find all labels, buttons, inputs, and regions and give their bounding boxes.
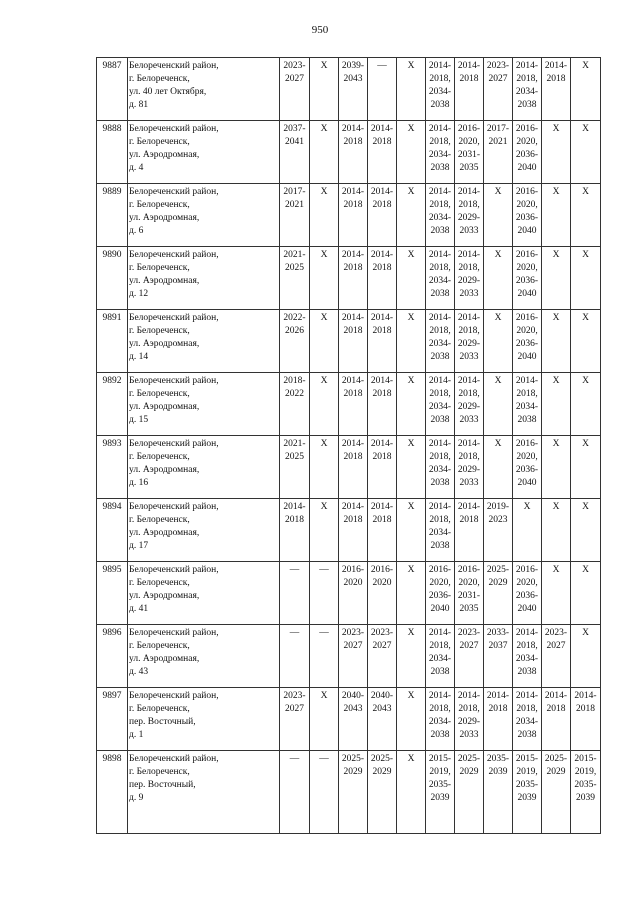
table-row	[97, 562, 601, 625]
table-row	[97, 751, 601, 834]
period-cell: X	[310, 121, 339, 184]
address-cell	[128, 310, 280, 373]
period-cell: X	[542, 247, 571, 310]
address-cell	[128, 688, 280, 751]
period-cell: 2015- 2019, 2035- 2039	[426, 751, 455, 834]
period-cell: 2039- 2043	[339, 58, 368, 121]
period-cell: 2014- 2018, 2034- 2038	[426, 625, 455, 688]
period-cell: 2021- 2025	[280, 247, 310, 310]
period-cell: 2014- 2018, 2034- 2038	[513, 373, 542, 436]
period-cell: —	[310, 562, 339, 625]
period-cell: 2014- 2018	[368, 373, 397, 436]
address-line: г. Белореченск,	[129, 515, 190, 525]
period-cell: X	[542, 499, 571, 562]
period-cell: X	[571, 121, 601, 184]
address-cell	[128, 436, 280, 499]
period-cell: 2016- 2020, 2036- 2040	[513, 247, 542, 310]
period-cell: 2022- 2026	[280, 310, 310, 373]
period-cell: 2014- 2018, 2034- 2038	[426, 184, 455, 247]
table-row	[97, 310, 601, 373]
address-cell	[128, 751, 280, 834]
period-cell: 2014- 2018, 2034- 2038	[426, 499, 455, 562]
period-cell: 2040- 2043	[368, 688, 397, 751]
period-cell: —	[280, 751, 310, 834]
period-cell: 2014- 2018	[339, 310, 368, 373]
address-line: г. Белореченск,	[129, 452, 190, 462]
period-cell: 2014- 2018	[339, 247, 368, 310]
period-cell: 2025- 2029	[368, 751, 397, 834]
address-line: г. Белореченск,	[129, 74, 190, 84]
period-cell: 2016- 2020, 2036- 2040	[513, 562, 542, 625]
address-line: ул. Аэродромная,	[129, 339, 200, 349]
address-line: г. Белореченск,	[129, 767, 190, 777]
address-line: д. 81	[129, 100, 149, 110]
period-cell: 2014- 2018	[339, 499, 368, 562]
period-cell: 2014- 2018	[542, 688, 571, 751]
period-cell: X	[397, 247, 426, 310]
period-cell: 2025- 2029	[484, 562, 513, 625]
period-cell: X	[484, 184, 513, 247]
period-cell: X	[310, 184, 339, 247]
period-cell: X	[542, 310, 571, 373]
address-line: ул. Аэродромная,	[129, 654, 200, 664]
period-cell: —	[310, 625, 339, 688]
period-cell: X	[397, 373, 426, 436]
period-cell: 2014- 2018, 2029- 2033	[455, 310, 484, 373]
address-line: г. Белореченск,	[129, 326, 190, 336]
address-line: пер. Восточный,	[129, 717, 196, 727]
period-cell: X	[397, 562, 426, 625]
address-cell	[128, 247, 280, 310]
address-cell	[128, 499, 280, 562]
period-cell: X	[571, 58, 601, 121]
period-cell: 2023- 2027	[280, 688, 310, 751]
page-number: 950	[311, 24, 329, 36]
period-cell: 2014- 2018, 2034- 2038	[426, 121, 455, 184]
period-cell: 2014- 2018	[368, 499, 397, 562]
period-cell: 2016- 2020	[339, 562, 368, 625]
period-cell: X	[310, 499, 339, 562]
row-number: 9888	[97, 121, 128, 184]
row-number: 9898	[97, 751, 128, 834]
row-number: 9887	[97, 58, 128, 121]
address-line: г. Белореченск,	[129, 263, 190, 273]
address-cell	[128, 184, 280, 247]
period-cell: X	[397, 121, 426, 184]
table-row	[97, 625, 601, 688]
table-row	[97, 247, 601, 310]
period-cell: X	[484, 310, 513, 373]
period-cell: 2025- 2029	[339, 751, 368, 834]
period-cell: X	[571, 436, 601, 499]
period-cell: 2025- 2029	[455, 751, 484, 834]
address-line: д. 43	[129, 667, 149, 677]
period-cell: X	[397, 688, 426, 751]
period-cell: X	[310, 247, 339, 310]
period-cell: 2025- 2029	[542, 751, 571, 834]
period-cell: 2014- 2018	[339, 373, 368, 436]
address-line: г. Белореченск,	[129, 200, 190, 210]
period-cell: X	[397, 751, 426, 834]
row-number: 9897	[97, 688, 128, 751]
period-cell: 2014- 2018	[368, 247, 397, 310]
period-cell: X	[310, 310, 339, 373]
period-cell: 2014- 2018, 2034- 2038	[426, 247, 455, 310]
period-cell: —	[280, 625, 310, 688]
address-line: д. 41	[129, 604, 149, 614]
period-cell: X	[484, 436, 513, 499]
period-cell: 2014- 2018	[368, 310, 397, 373]
period-cell: X	[542, 373, 571, 436]
period-cell: 2023- 2027	[484, 58, 513, 121]
period-cell: 2037- 2041	[280, 121, 310, 184]
table-row	[97, 373, 601, 436]
period-cell: 2040- 2043	[339, 688, 368, 751]
period-cell: 2023- 2027	[455, 625, 484, 688]
address-line: Белореченский район,	[129, 628, 219, 638]
period-cell: X	[397, 58, 426, 121]
housing-repair-table	[96, 57, 601, 834]
period-cell: 2016- 2020, 2036- 2040	[513, 310, 542, 373]
address-line: ул. Аэродромная,	[129, 276, 200, 286]
period-cell: —	[310, 751, 339, 834]
period-cell: X	[397, 184, 426, 247]
address-line: Белореченский район,	[129, 691, 219, 701]
period-cell: 2014- 2018	[455, 499, 484, 562]
period-cell: X	[571, 562, 601, 625]
address-line: д. 15	[129, 415, 149, 425]
period-cell: X	[310, 688, 339, 751]
period-cell: 2014- 2018, 2034- 2038	[426, 58, 455, 121]
address-line: г. Белореченск,	[129, 137, 190, 147]
period-cell: —	[280, 562, 310, 625]
period-cell: —	[368, 58, 397, 121]
address-line: ул. Аэродромная,	[129, 213, 200, 223]
period-cell: 2014- 2018, 2034- 2038	[513, 625, 542, 688]
address-line: ул. Аэродромная,	[129, 465, 200, 475]
address-line: Белореченский район,	[129, 565, 219, 575]
address-cell	[128, 373, 280, 436]
period-cell: X	[310, 373, 339, 436]
address-line: д. 14	[129, 352, 149, 362]
period-cell: 2016- 2020, 2031- 2035	[455, 121, 484, 184]
address-line: д. 4	[129, 163, 144, 173]
address-line: д. 17	[129, 541, 149, 551]
period-cell: X	[542, 562, 571, 625]
period-cell: X	[397, 499, 426, 562]
period-cell: 2014- 2018, 2034- 2038	[513, 58, 542, 121]
row-number: 9891	[97, 310, 128, 373]
period-cell: X	[571, 499, 601, 562]
period-cell: 2014- 2018	[339, 436, 368, 499]
period-cell: 2014- 2018, 2034- 2038	[426, 373, 455, 436]
address-cell	[128, 58, 280, 121]
row-number: 9892	[97, 373, 128, 436]
address-line: Белореченский район,	[129, 250, 219, 260]
period-cell: X	[571, 373, 601, 436]
period-cell: 2023- 2027	[368, 625, 397, 688]
period-cell: X	[397, 625, 426, 688]
period-cell: X	[571, 310, 601, 373]
address-line: Белореченский район,	[129, 61, 219, 71]
period-cell: 2014- 2018, 2029- 2033	[455, 184, 484, 247]
period-cell: 2016- 2020, 2036- 2040	[513, 184, 542, 247]
address-line: ул. 40 лет Октября,	[129, 87, 207, 97]
address-line: д. 9	[129, 793, 144, 803]
period-cell: 2014- 2018, 2034- 2038	[513, 688, 542, 751]
row-number: 9896	[97, 625, 128, 688]
address-line: пер. Восточный,	[129, 780, 196, 790]
address-line: Белореченский район,	[129, 124, 219, 134]
period-cell: X	[397, 436, 426, 499]
period-cell: 2015- 2019, 2035- 2039	[513, 751, 542, 834]
period-cell: X	[310, 58, 339, 121]
table-row	[97, 499, 601, 562]
period-cell: 2023- 2027	[542, 625, 571, 688]
address-line: Белореченский район,	[129, 313, 219, 323]
address-line: г. Белореченск,	[129, 389, 190, 399]
period-cell: 2014- 2018	[368, 436, 397, 499]
period-cell: X	[571, 247, 601, 310]
period-cell: 2014- 2018	[571, 688, 601, 751]
period-cell: 2014- 2018	[339, 121, 368, 184]
period-cell: 2021- 2025	[280, 436, 310, 499]
row-number: 9894	[97, 499, 128, 562]
address-line: ул. Аэродромная,	[129, 402, 200, 412]
address-line: Белореченский район,	[129, 439, 219, 449]
address-line: Белореченский район,	[129, 376, 219, 386]
period-cell: 2017- 2021	[280, 184, 310, 247]
address-line: ул. Аэродромная,	[129, 528, 200, 538]
period-cell: 2014- 2018	[542, 58, 571, 121]
period-cell: 2014- 2018, 2029- 2033	[455, 436, 484, 499]
period-cell: 2023- 2027	[280, 58, 310, 121]
address-line: г. Белореченск,	[129, 641, 190, 651]
table-row	[97, 688, 601, 751]
period-cell: 2016- 2020	[368, 562, 397, 625]
period-cell: 2033- 2037	[484, 625, 513, 688]
period-cell: 2014- 2018	[368, 121, 397, 184]
address-line: г. Белореченск,	[129, 578, 190, 588]
address-line: д. 6	[129, 226, 144, 236]
period-cell: 2019- 2023	[484, 499, 513, 562]
address-line: Белореченский район,	[129, 502, 219, 512]
period-cell: 2016- 2020, 2036- 2040	[513, 121, 542, 184]
period-cell: X	[542, 436, 571, 499]
period-cell: 2014- 2018, 2034- 2038	[426, 436, 455, 499]
period-cell: 2016- 2020, 2036- 2040	[426, 562, 455, 625]
period-cell: 2014- 2018	[339, 184, 368, 247]
period-cell: X	[310, 436, 339, 499]
address-line: ул. Аэродромная,	[129, 591, 200, 601]
address-line: д. 16	[129, 478, 149, 488]
period-cell: X	[397, 310, 426, 373]
period-cell: 2016- 2020, 2031- 2035	[455, 562, 484, 625]
period-cell: X	[542, 184, 571, 247]
period-cell: 2018- 2022	[280, 373, 310, 436]
period-cell: 2014- 2018, 2034- 2038	[426, 310, 455, 373]
period-cell: 2014- 2018	[484, 688, 513, 751]
row-number: 9895	[97, 562, 128, 625]
period-cell: 2017- 2021	[484, 121, 513, 184]
period-cell: 2014- 2018	[455, 58, 484, 121]
address-line: Белореченский район,	[129, 754, 219, 764]
period-cell: 2014- 2018, 2029- 2033	[455, 688, 484, 751]
address-line: д. 1	[129, 730, 144, 740]
period-cell: 2035- 2039	[484, 751, 513, 834]
period-cell: 2014- 2018	[280, 499, 310, 562]
period-cell: 2014- 2018, 2034- 2038	[426, 688, 455, 751]
period-cell: 2023- 2027	[339, 625, 368, 688]
table-row	[97, 121, 601, 184]
row-number: 9893	[97, 436, 128, 499]
address-line: г. Белореченск,	[129, 704, 190, 714]
table-row	[97, 58, 601, 121]
row-number: 9889	[97, 184, 128, 247]
period-cell: 2014- 2018, 2029- 2033	[455, 247, 484, 310]
period-cell: X	[484, 373, 513, 436]
address-cell	[128, 121, 280, 184]
period-cell: X	[571, 184, 601, 247]
table-row	[97, 184, 601, 247]
period-cell: 2014- 2018, 2029- 2033	[455, 373, 484, 436]
period-cell: X	[571, 625, 601, 688]
row-number: 9890	[97, 247, 128, 310]
period-cell: 2016- 2020, 2036- 2040	[513, 436, 542, 499]
table-row	[97, 436, 601, 499]
period-cell: X	[542, 121, 571, 184]
address-line: д. 12	[129, 289, 149, 299]
address-cell	[128, 625, 280, 688]
address-line: Белореченский район,	[129, 187, 219, 197]
period-cell: X	[484, 247, 513, 310]
period-cell: 2015- 2019, 2035- 2039	[571, 751, 601, 834]
address-cell	[128, 562, 280, 625]
period-cell: 2014- 2018	[368, 184, 397, 247]
period-cell: X	[513, 499, 542, 562]
address-line: ул. Аэродромная,	[129, 150, 200, 160]
